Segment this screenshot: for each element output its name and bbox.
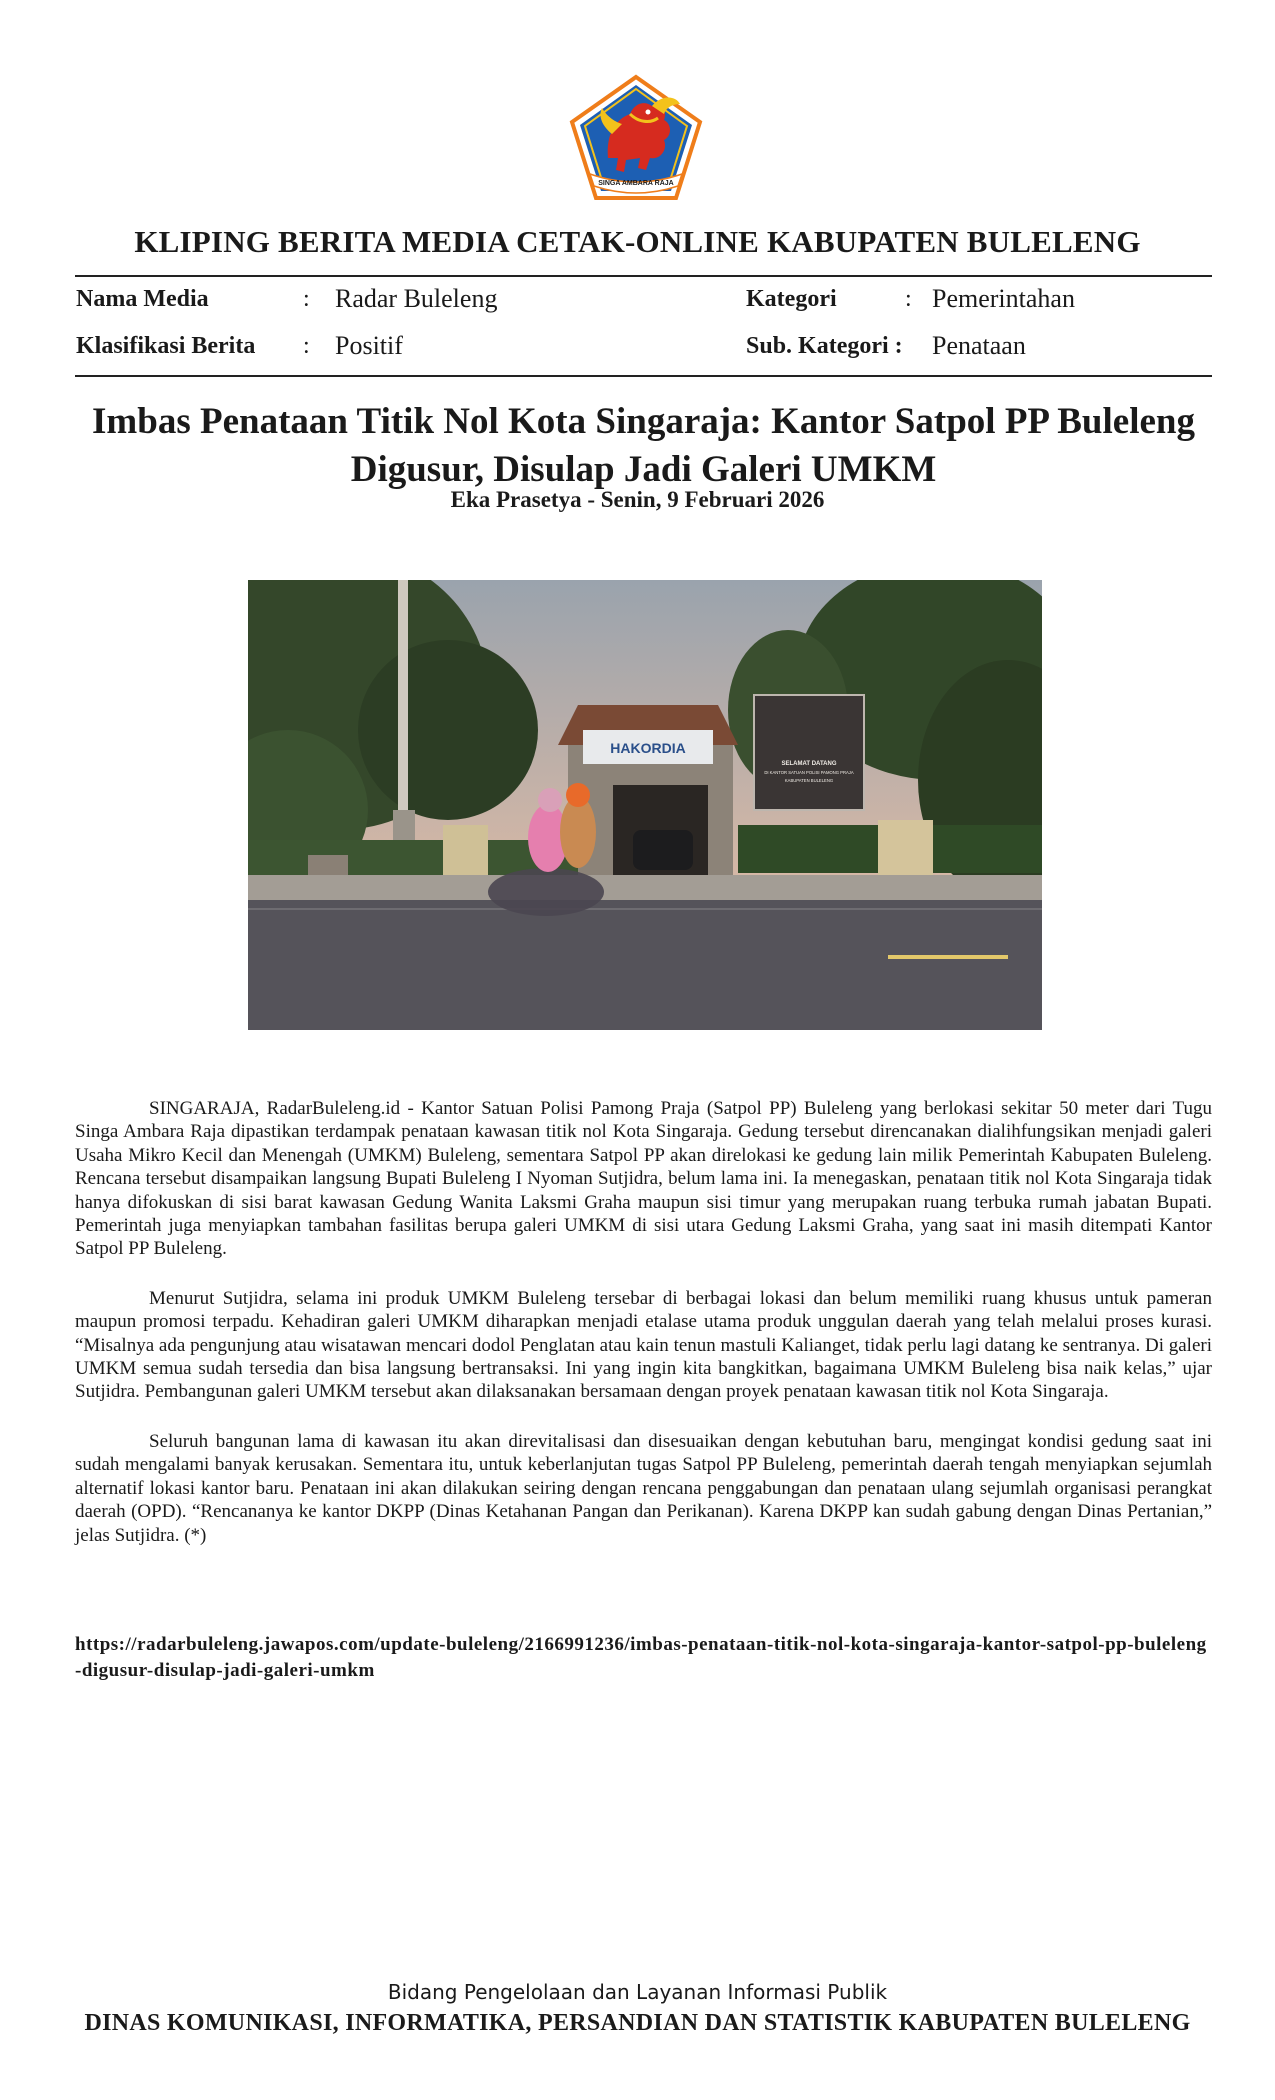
kategori-colon: : bbox=[905, 286, 912, 312]
article-paragraph: SINGARAJA, RadarBuleleng.id - Kantor Satuan Polisi Pamong Praja (Satpol PP) Buleleng yang berlokasi sekitar 50 meter dari Tugu Singa Ambara Raja dipastikan terdampak penataan kawasan titik nol Kota Singaraja. Gedung tersebut direncanakan dialihfungsikan menjadi galeri Usaha Mikro Kecil dan Menengah (UMKM) Buleleng, sementara Satpol PP akan direlokasi ke gedung lain milik Pemerintah Kabupaten Buleleng. Rencana tersebut disampaikan langsung Bupati Buleleng I Nyoman Sutjidra, belum lama ini. Ia menegaskan, penataan titik nol Kota Singaraja tidak hanya difokuskan di sisi barat kawasan Gedung Wanita Laksmi Graha maupun sisi timur yang merupakan ruang terbuka rumah jabatan Bupati. Pemerintah juga menyiapkan tambahan fasilitas berupa galeri UMKM di sisi utara Gedung Laksmi Graha, yang saat ini masih ditempati Kantor Satpol PP Buleleng. bbox=[75, 1098, 1212, 1260]
footer-agency: DINAS KOMUNIKASI, INFORMATIKA, PERSANDIAN DAN STATISTIK KABUPATEN BULELENG bbox=[84, 2010, 1191, 2036]
klasifikasi-colon: : bbox=[303, 333, 310, 359]
article-headline: Imbas Penataan Titik Nol Kota Singaraja: Kantor Satpol PP Buleleng Digusur, Disulap Jadi Galeri UMKM bbox=[92, 401, 1195, 490]
banner-right bbox=[754, 695, 864, 810]
article-body bbox=[75, 1097, 1212, 1573]
subkategori-label: Sub. Kategori : bbox=[746, 333, 903, 359]
klasifikasi-label: Klasifikasi Berita bbox=[76, 333, 256, 359]
banner-right-line1: SELAMAT DATANG bbox=[781, 761, 837, 767]
media-colon: : bbox=[303, 286, 310, 312]
meta-divider bbox=[75, 375, 1212, 377]
media-value: Radar Buleleng bbox=[335, 284, 498, 313]
banner-right-line3: KABUPATEN BULELENG bbox=[784, 778, 834, 783]
media-label: Nama Media bbox=[76, 286, 209, 312]
source-url-link[interactable]: https://radarbuleleng.jawapos.com/update-buleleng/2166991236/imbas-penataan-titik-nol-kota-singaraja-kantor-satpol-pp-buleleng-digusur-disulap-jadi-galeri-umkm bbox=[75, 1634, 1207, 1681]
logo-text: SINGA AMBARA RAJA bbox=[598, 180, 674, 187]
banner-left-text: HAKORDIA bbox=[610, 740, 686, 756]
article-paragraph: Seluruh bangunan lama di kawasan itu akan direvitalisasi dan disesuaikan dengan kebutuhan baru, mengingat kondisi gedung saat ini sudah mengalami banyak kerusakan. Sementara itu, untuk keberlanjutan tugas Satpol PP Buleleng, pemerintah daerah tengah menyiapkan sejumlah alternatif lokasi kantor baru. Penataan ini akan dilakukan seiring dengan rencana penggabungan dan penataan ulang sejumlah organisasi perangkat daerah (OPD). “Rencananya ke kantor DKPP (Dinas Ketahanan Pangan dan Perikanan). Karena DKPP kan sudah gabung dengan Dinas Pertanian,” jelas Sutjidra. (*) bbox=[75, 1430, 1212, 1546]
masthead-title: KLIPING BERITA MEDIA CETAK-ONLINE KABUPATEN BULELENG bbox=[134, 224, 1141, 259]
subkategori-value: Penataan bbox=[932, 331, 1026, 360]
kategori-value: Pemerintahan bbox=[932, 284, 1075, 313]
article-photo bbox=[248, 580, 1042, 1030]
article-paragraph: Menurut Sutjidra, selama ini produk UMKM Buleleng tersebar di berbagai lokasi dan belum memiliki ruang khusus untuk pameran maupun promosi terpadu. Kehadiran galeri UMKM diharapkan menjadi etalase utama produk unggulan daerah yang telah melalui proses kurasi. “Misalnya ada pengunjung atau wisatawan mencari dodol Penglatan atau kain tenun mastuli Kalianget, tidak perlu lagi datang ke sentranya. Di galeri UMKM semua sudah tersedia dan bisa langsung bertransaksi. Ini yang ingin kita bangkitkan, bagaimana UMKM Buleleng bisa naik kelas,” ujar Sutjidra. Pembangunan galeri UMKM tersebut akan dilaksanakan bersamaan dengan proyek penataan kawasan titik nol Kota Singaraja. bbox=[75, 1287, 1212, 1403]
kabupaten-buleleng-logo bbox=[568, 74, 704, 202]
banner-right-line2: DI KANTOR SATUAN POLISI PAMONG PRAJA bbox=[764, 770, 854, 775]
article-byline: Eka Prasetya - Senin, 9 Februari 2026 bbox=[450, 487, 825, 512]
kategori-label: Kategori bbox=[746, 286, 837, 312]
klasifikasi-value: Positif bbox=[335, 331, 403, 360]
header-divider bbox=[75, 275, 1212, 277]
footer-division: Bidang Pengelolaan dan Layanan Informasi Publik bbox=[387, 1980, 888, 2004]
